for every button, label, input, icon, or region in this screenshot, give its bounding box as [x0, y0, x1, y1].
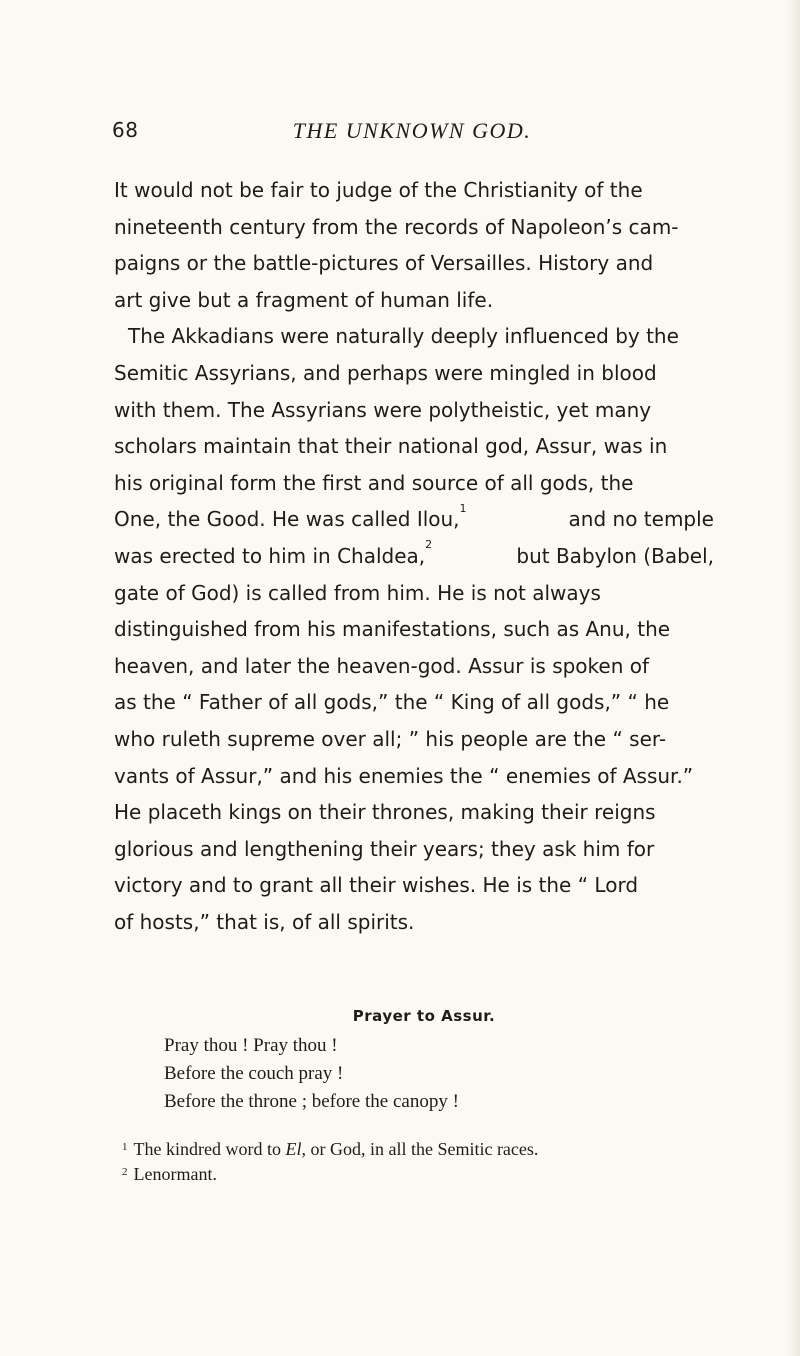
text-line: scholars maintain that their national god, Assur, was in: [114, 434, 668, 459]
prayer-block: [114, 1000, 714, 1116]
body-paragraph: [114, 172, 714, 940]
footnote-mark: 2: [122, 1166, 128, 1178]
text-line: distinguished from his manifestations, such as Anu, the: [114, 617, 671, 642]
footnotes: [114, 1137, 734, 1187]
text-line: paigns or the battle-pictures of Versailles. History and: [114, 251, 654, 276]
prayer-verse: Before the couch pray !: [164, 1063, 344, 1084]
text-line: was erected to him in Chaldea,$^2$ but Babylon (Babel,: [114, 538, 714, 568]
footnote-2: $^2$ Lenormant.: [122, 1164, 217, 1184]
text-line: vants of Assur,” and his enemies the “ enemies of Assur.”: [114, 763, 694, 788]
text-line: nineteenth century from the records of Napoleon’s cam-: [114, 214, 679, 239]
text-line: his original form the first and source of all gods, the: [114, 470, 634, 495]
footnote-mark: 1: [122, 1141, 128, 1153]
page-edge-shadow: [786, 0, 800, 1356]
text-line: of hosts,” that is, of all spirits.: [114, 909, 415, 934]
text-line: as the “ Father of all gods,” the “ King of all gods,” “ he: [114, 690, 670, 715]
page-header: [112, 118, 712, 152]
text-line: It would not be fair to judge of the Christianity of the: [114, 178, 643, 202]
prayer-title: Prayer to Assur.: [352, 1007, 496, 1025]
footnote-1: $^1$ The kindred word to El, or God, in all the Semitic races.: [122, 1139, 539, 1159]
text-line: One, the Good. He was called Ilou,$^1$ and no temple: [114, 501, 714, 532]
text-line: The Akkadians were naturally deeply influenced by the: [128, 324, 679, 349]
prayer-verse: Pray thou ! Pray thou !: [164, 1035, 338, 1056]
text-line: with them. The Assyrians were polytheistic, yet many: [114, 397, 652, 422]
text-line: gate of God) is called from him. He is not always: [114, 580, 601, 605]
text-line: He placeth kings on their thrones, making their reigns: [114, 800, 656, 825]
text-line: heaven, and later the heaven-god. Assur is spoken of: [114, 653, 650, 678]
page-number: 68: [112, 118, 139, 142]
footnote-ref-1[interactable]: 1: [459, 501, 467, 515]
text-line: victory and to grant all their wishes. He is the “ Lord: [114, 873, 639, 898]
footnote-ref-2[interactable]: 2: [425, 538, 433, 552]
text-line: art give but a fragment of human life.: [114, 287, 494, 312]
text-line: glorious and lengthening their years; they ask him for: [114, 836, 655, 861]
text-line: Semitic Assyrians, and perhaps were mingled in blood: [114, 360, 657, 385]
running-title: THE UNKNOWN GOD.: [292, 118, 532, 143]
text-line: who ruleth supreme over all; ” his people are the “ ser-: [114, 726, 667, 751]
prayer-verse: Before the throne ; before the canopy !: [164, 1091, 459, 1112]
